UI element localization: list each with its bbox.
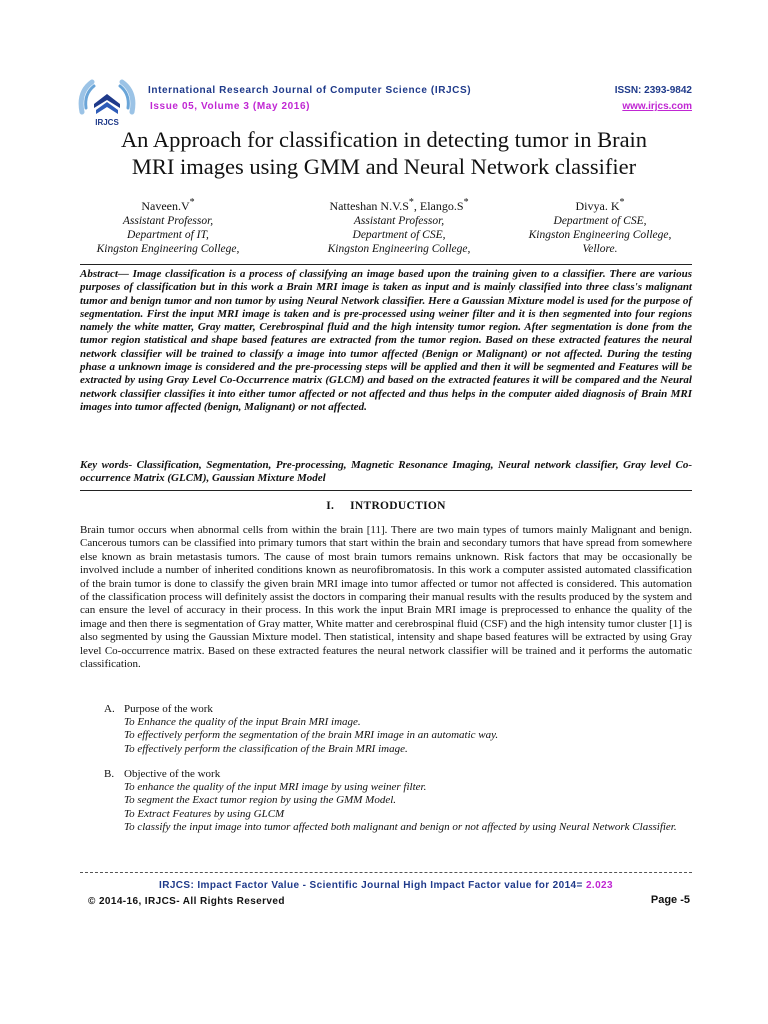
author-name: Natteshan N.V.S bbox=[329, 199, 409, 213]
author-affiliation: Kingston Engineering College, bbox=[528, 229, 672, 241]
list-item: To effectively perform the classification of the Brain MRI image. bbox=[124, 742, 408, 755]
list-item: To enhance the quality of the input MRI image by using weiner filter. bbox=[124, 781, 427, 794]
paper-title-line1: An Approach for classification in detecting tumor in Brain bbox=[120, 127, 648, 152]
author-affiliation: Vellore. bbox=[582, 243, 618, 255]
keywords-bottom-rule bbox=[80, 490, 692, 491]
author-mark: * bbox=[408, 197, 414, 208]
footer-rule bbox=[80, 872, 692, 873]
keywords: Key words- Classification, Segmentation, Pre-processing, Magnetic Resonance Imaging, Neural network classifier, Gray level Co-occurrence Matrix (GLCM), Gaussian Mixture Model bbox=[80, 459, 692, 485]
abstract-top-rule bbox=[80, 264, 692, 265]
author-affiliation: Assistant Professor, bbox=[122, 215, 214, 227]
section-heading bbox=[80, 500, 692, 512]
list-item: To classify the input image into tumor affected both malignant and benign or not affected by using Neural Network Classifier. bbox=[124, 820, 677, 833]
impact-value: 2.023 bbox=[585, 880, 613, 891]
author-affiliation: Kingston Engineering College, bbox=[96, 243, 240, 255]
paper-title-line2: MRI images using GMM and Neural Network classifier bbox=[131, 154, 637, 179]
subsection-heading: Objective of the work bbox=[124, 768, 221, 780]
author-block bbox=[76, 196, 260, 256]
impact-text: IRJCS: Impact Factor Value - Scientific Journal High Impact Factor value for 2014= bbox=[159, 880, 586, 891]
author-affiliation: Department of CSE, bbox=[553, 215, 647, 227]
author-name: , Elango.S bbox=[413, 199, 464, 213]
author-name: Divya. K bbox=[575, 199, 620, 213]
author-affiliation: Department of CSE, bbox=[352, 229, 446, 241]
author-mark: * bbox=[619, 197, 625, 208]
footer-copyright: © 2014-16, IRJCS- All Rights Reserved bbox=[88, 896, 285, 907]
logo-text: IRJCS bbox=[95, 118, 119, 127]
page-number: Page -5 bbox=[650, 894, 690, 906]
subsection-objective bbox=[104, 768, 692, 834]
journal-website-link[interactable]: www.irjcs.com bbox=[622, 101, 692, 112]
author-affiliation: Department of IT, bbox=[127, 229, 209, 241]
author-mark: * bbox=[463, 197, 469, 208]
subsection-letter: A. bbox=[104, 703, 115, 715]
list-item: To Extract Features by using GLCM bbox=[124, 807, 285, 820]
journal-name: International Research Journal of Computer Science (IRJCS) bbox=[148, 85, 472, 96]
section-title: INTRODUCTION bbox=[350, 500, 446, 512]
subsection-heading: Purpose of the work bbox=[124, 703, 213, 715]
paper-title bbox=[60, 126, 708, 180]
journal-logo-icon bbox=[76, 72, 138, 130]
issn: ISSN: 2393-9842 bbox=[614, 85, 692, 96]
author-affiliation: Assistant Professor, bbox=[353, 215, 445, 227]
author-name: Naveen.V bbox=[141, 199, 190, 213]
author-block bbox=[304, 196, 494, 256]
list-item: To segment the Exact tumor region by using the GMM Model. bbox=[124, 794, 397, 807]
author-block bbox=[500, 196, 700, 256]
list-item: To Enhance the quality of the input Brain MRI image. bbox=[124, 716, 361, 729]
subsection-purpose bbox=[104, 703, 692, 756]
subsection-letter: B. bbox=[104, 768, 115, 780]
introduction-paragraph: Brain tumor occurs when abnormal cells from within the brain [11]. There are two main types of tumors mainly Malignant and benign. Cancerous tumors can be classified into primary tumors that start within the brain and secondary tumors that have spread from somewhere else known as brain metastasis tumors. The cause of most brain tumors remains unknown. Risk factors that may be occasionally be involved include a number of inherited conditions known as neurofibromatosis. In this work a computer assisted automated classification of the brain tumor is done to classify the given brain MRI image into tumor affected or tumor not affected is considered. This automation of the classification process will definitely assist the doctors in comparing their manual results with the results produced by the system and can ensure the level of accuracy in their process. In this work the input Brain MRI image is preprocessed to enhance the quality of the image and then there is segmentation of Gray matter, White matter and cerebrospinal fluid (CSF) and the high intensity tumor cluster [1] is also segmented by using the Gaussian Mixture model. Then statistical, intensity and shape based features will be extracted by using Gray level Co-occurrence matrix. Based on these extracted features the neural network classifier will be trained and it performs the automatic classification. bbox=[80, 524, 692, 671]
abstract: Abstract— Image classification is a process of classifying an image based upon the training given to a classifier. There are various purposes of classification but in this work a Brain MRI image is taken as input and is mainly classified into three class's malignant tumor and benign tumor and non tumor by using Neural Network classifier. Here a Gaussian Mixture model is used for the purpose of segmentation. First the input MRI image is taken and is pre-processed using weiner filter and it is then segmented into four regions namely the white matter, Gray matter, Cerebrospinal fluid and the high intensity tumor region. After segmentation is done from the tumor region statistical and shape based features are extracted from the tumor region. Based on these extracted features the neural network classifier will be trained to classify a image into tumor affected (Benign or Malignant) or not affected. During the testing phase a unknown image is considered and the pre-processing steps will be applied and then it will be segmented and Features will be extracted by using Gray Level Co-Occurrence matrix (GLCM) and based on the extracted features it will be compared and the Neural network classifier classifies it into either tumor affected or not affected and thus helps in the computer aided diagnosis of Brain MRI images into tumor affected (benign, Malignant) or not affected. bbox=[80, 268, 692, 413]
issue-info: Issue 05, Volume 3 (May 2016) bbox=[150, 101, 311, 112]
list-item: To effectively perform the segmentation of the brain MRI image in an automatic way. bbox=[124, 729, 499, 742]
footer-impact-factor bbox=[80, 880, 692, 891]
author-affiliation: Kingston Engineering College, bbox=[327, 243, 471, 255]
author-mark: * bbox=[189, 197, 195, 208]
section-number: I. bbox=[326, 500, 335, 512]
